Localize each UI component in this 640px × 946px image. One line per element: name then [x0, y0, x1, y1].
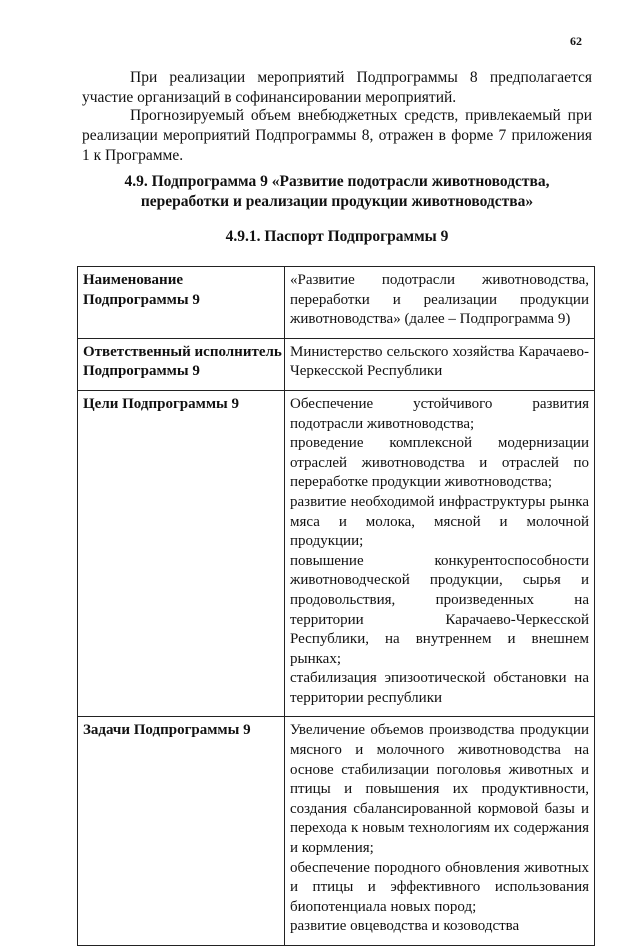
paragraph-extrabudgetary-funds: Прогнозируемый объем внебюджетных средств, привлекаемый при реализации мероприятий Подпрограммы 8, отражен в форме 7 приложения 1 к Программе.	[82, 107, 592, 164]
section-heading-line: 4.9. Подпрограмма 9 «Развитие подотрасли животноводства,	[124, 173, 550, 190]
label-line: Подпрограммы 9	[83, 291, 200, 308]
row-value-goals	[285, 390, 595, 717]
label-line: Наименование	[83, 272, 183, 288]
page-number: 62	[570, 34, 582, 48]
row-value-responsible	[285, 338, 595, 390]
table-row	[78, 267, 595, 339]
section-heading-line: переработки и реализации продукции животноводства»	[140, 193, 534, 210]
row-value-name	[285, 267, 595, 339]
passport-table	[77, 266, 595, 946]
value-line: повышение конкурентоспособности животноводческой продукции, сырья и продовольствия, произведенных на территории Карачаево-Черкесской Республики, на внутреннем и внешнем рынках;	[290, 552, 589, 667]
value-line: Обеспечение устойчивого развития подотрасли животноводства;	[290, 395, 589, 432]
label-line: Задачи Подпрограммы 9	[83, 722, 251, 739]
value-line: Увеличение объемов производства продукции мясного и молочного животноводства на основе стабилизации поголовья животных и птицы и повышения их продуктивности, создания сбалансированной кормовой базы и перехода к новым технологиям их содержания и кормления;	[290, 722, 589, 857]
value-line: обеспечение породного обновления животных и птицы и эффективного использования биопотенциала новых пород;	[290, 859, 589, 915]
label-line: Подпрограммы 9	[83, 363, 200, 380]
row-label-responsible	[78, 338, 285, 390]
value-line: стабилизация эпизоотической обстановки на территории республики	[290, 670, 589, 706]
value-line: проведение комплексной модернизации отраслей животноводства и отраслей по переработке продукции животноводства;	[290, 435, 589, 491]
row-value-tasks	[285, 717, 595, 946]
row-label-tasks	[78, 717, 285, 946]
table-row	[78, 390, 595, 717]
value-line: Министерство сельского хозяйства Карачаево-Черкесской Республики	[290, 343, 589, 380]
table-row	[78, 717, 595, 946]
row-label-name	[78, 267, 285, 339]
label-line: Ответственный исполнитель	[83, 343, 282, 360]
paragraph-cofinancing: При реализации мероприятий Подпрограммы 8 предполагается участие организаций в софинансировании мероприятий.	[82, 69, 592, 106]
row-label-goals	[78, 390, 285, 717]
label-line: Цели Подпрограммы 9	[83, 395, 239, 412]
section-heading	[82, 172, 592, 212]
table-row	[78, 338, 595, 390]
value-line: развитие необходимой инфраструктуры рынка мяса и молока, мясной и молочной продукции;	[290, 493, 589, 550]
value-line: развитие овцеводства и козоводства	[290, 918, 520, 935]
value-line: «Развитие подотрасли животноводства, переработки и реализации продукции животноводства» (далее – Подпрограмма 9)	[290, 272, 589, 328]
subsection-heading: 4.9.1. Паспорт Подпрограммы 9	[225, 228, 449, 245]
